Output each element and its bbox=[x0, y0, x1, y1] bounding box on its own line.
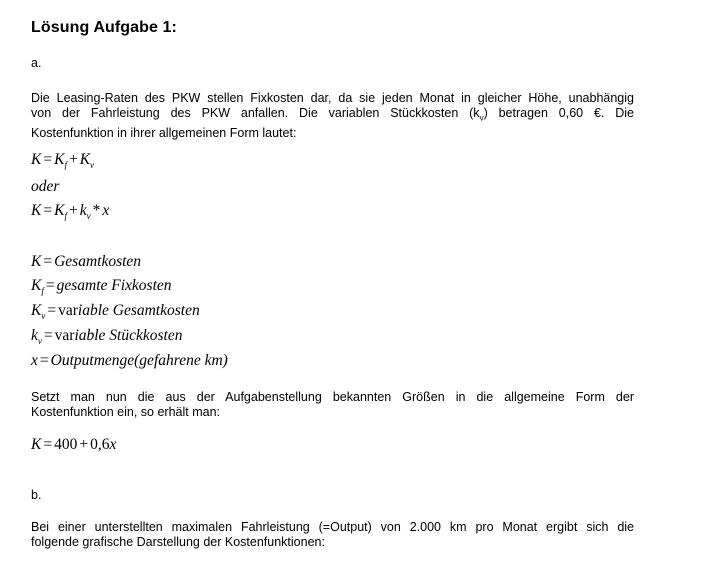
paragraph-line: Kostenfunktion ein, so erhält man: bbox=[31, 405, 221, 419]
paragraph-line: Setzt man nun die aus der Aufgabenstellung bekannten Größen in die allgemeine Form der bbox=[31, 390, 634, 404]
part-b-label: b. bbox=[31, 488, 42, 502]
definition-gesamtkosten: K = Gesamtkosten bbox=[31, 253, 142, 270]
paragraph-line: Die Leasing-Raten des PKW stellen Fixkosten dar, da sie jeden Monat in gleicher Höhe, unabhängig bbox=[31, 91, 634, 105]
formula-cost-function-expanded: $K = K_f + k_v * x$ bbox=[31, 202, 110, 221]
part-a-paragraph-2 bbox=[31, 390, 634, 420]
definition-variable-gesamtkosten: $K_v$ = variable Gesamtkosten bbox=[31, 302, 200, 321]
paragraph-line: Kostenfunktion in ihrer allgemeinen Form lautet: bbox=[31, 125, 297, 140]
definition-outputmenge: x = Outputmenge(gefahrene km) bbox=[31, 352, 228, 369]
part-a-label: a. bbox=[31, 56, 42, 70]
definition-variable-stueckkosten: $k_v$ = variable Stückkosten bbox=[31, 327, 183, 346]
paragraph-line: Bei einer unterstellten maximalen Fahrleistung (=Output) von 2.000 km pro Monat ergibt sich die bbox=[31, 520, 634, 534]
formula-cost-function-concrete: K = 400 + 0,6x bbox=[31, 436, 117, 453]
solution-heading: Lösung Aufgabe 1: bbox=[31, 19, 177, 36]
formula-cost-function-general: $K = K_f + K_v$ bbox=[31, 151, 95, 170]
paragraph-line: von der Fahrleistung des PKW anfallen. Die variablen Stückkosten $(k_v)$ betragen 0,60 €. Die bbox=[31, 106, 634, 123]
part-b-paragraph bbox=[31, 520, 634, 550]
paragraph-line: folgende grafische Darstellung der Kostenfunktionen: bbox=[31, 535, 325, 549]
formula-oder: oder bbox=[31, 178, 60, 195]
definition-fixkosten: $K_f$ = gesamte Fixkosten bbox=[31, 277, 172, 296]
part-a-paragraph bbox=[31, 91, 634, 141]
